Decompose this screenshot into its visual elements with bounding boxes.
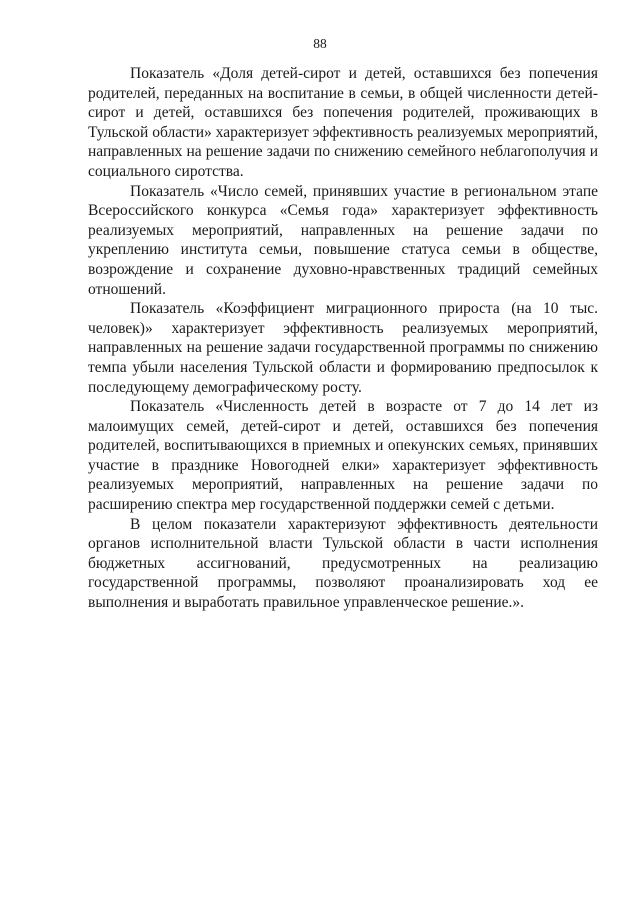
paragraph-family-contest-indicator: Показатель «Число семей, принявших участие в региональном этапе Всероссийского конкурса «Семья года» характеризует эффективность реализуемых мероприятий, направленных на решение задачи по укреплению института семьи, повышение статуса семьи в обществе, возрождение и сохранение духовно-нравственных традиций семейных отношений. bbox=[88, 182, 598, 298]
paragraph-new-year-tree-indicator: Показатель «Численность детей в возрасте от 7 до 14 лет из малоимущих семей, детей-сирот и детей, оставшихся без попечения родителей, воспитывающихся в приемных и опекунских семьях, принявших участие в празднике Новогодней елки» характеризует эффективность реализуемых мероприятий, направленных на решение задачи по расширению спектра мер государственной поддержки семей с детьми. bbox=[88, 398, 598, 514]
paragraph-migration-indicator: Показатель «Коэффициент миграционного прироста (на 10 тыс. человек)» характеризует эффективность реализуемых мероприятий, направленных на решение задачи государственной программы по снижению темпа убыли населения Тульской области и формированию предпосылок к последующему демографическому росту. bbox=[88, 300, 598, 396]
paragraph-orphans-share-indicator: Показатель «Доля детей-сирот и детей, оставшихся без попечения родителей, переданных на воспитание в семьи, в общей численности детей-сирот и детей, оставшихся без попечения родителей, проживающих в Тульской области» характеризует эффективность реализуемых мероприятий, направленных на решение задачи по снижению семейного неблагополучия и социального сиротства. bbox=[88, 65, 598, 180]
page-number: 88 bbox=[313, 36, 327, 51]
document-body bbox=[88, 64, 598, 613]
paragraph-conclusion: В целом показатели характеризуют эффективность деятельности органов исполнительной власти Тульской области в части исполнения бюджетных ассигнований, предусмотренных на реализацию государственной программы, позволяют проанализировать ход ее выполнения и выработать правильное управленческое решение.». bbox=[88, 515, 598, 612]
